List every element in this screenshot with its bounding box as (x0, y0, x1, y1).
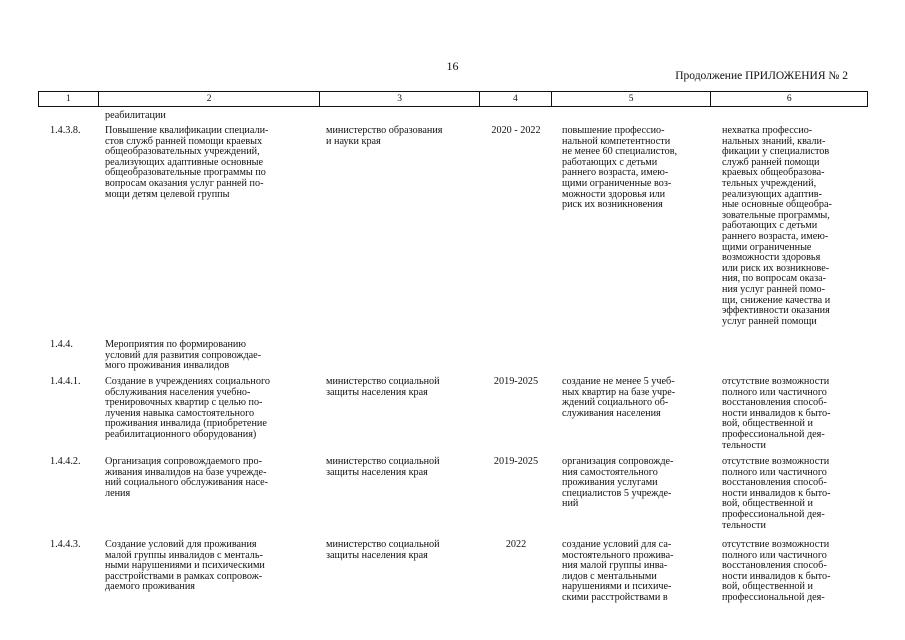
column-header: 4 (480, 92, 552, 106)
consequence-line: краевых общеобразова- (722, 167, 825, 179)
activity-name-line: даемого проживания (105, 581, 195, 593)
consequence-line: полного или частичного (722, 549, 827, 561)
expected-result-line: специалистов 5 учрежде- (562, 487, 672, 499)
consequence-line: услуг ранней помощи (722, 315, 817, 327)
consequence-line: ные основные общеобра- (722, 199, 832, 211)
activity-name-line: расстройствами в рамках сопровож- (105, 570, 263, 582)
consequence-line: нехватка профессио- (722, 125, 813, 136)
consequence-line: реализующих адаптив- (722, 188, 822, 200)
expected-result-line: ных квартир на базе учре- (562, 386, 676, 398)
activity-name-line: ний социального обслуживания насе- (105, 477, 269, 489)
page-number: 16 (446, 59, 459, 73)
expected-result-line: скими расстройствами в (562, 592, 668, 603)
row-number: 1.4.3.8. (50, 125, 81, 136)
expected-result-line: мостоятельного прожива- (562, 549, 674, 561)
activity-name-line: реабилитационного оборудования) (105, 429, 257, 440)
column-header: 2 (99, 92, 320, 106)
consequence-line: нальных знаний, квали- (722, 135, 826, 147)
activity-name-line: общеобразовательных учреждений, (105, 146, 260, 158)
activity-name-line: стов служб ранней помощи краевых (105, 135, 263, 147)
activity-name-line: Создание в учреждениях социального (105, 376, 270, 387)
expected-result-line: повышение профессио- (562, 125, 665, 136)
executor-line: министерство образования (326, 125, 443, 136)
consequence-line: профессиональной дея- (722, 592, 825, 603)
consequence-line: полного или частичного (722, 466, 827, 478)
activity-name-line: обслуживания населения учебно- (105, 386, 251, 398)
activity-name-line: ными нарушениями и психическими (105, 560, 265, 572)
row-number: 1.4.4. (50, 339, 73, 350)
consequence-line: профессиональной дея- (722, 509, 825, 520)
row-number: 1.4.4.3. (50, 539, 81, 550)
expected-result-line: лидов с ментальными (562, 570, 657, 582)
executor-line: министерство социальной (326, 376, 440, 387)
activity-name-line: общеобразовательные программы по (105, 167, 266, 179)
consequence-line: отсутствие возможности (722, 376, 830, 387)
column-header: 3 (320, 92, 480, 106)
consequence-line: отсутствие возможности (722, 456, 830, 467)
expected-result-line: нальной компетентности (562, 135, 671, 147)
table-header (38, 91, 868, 107)
activity-name-line: Организация сопровождаемого про- (105, 456, 262, 467)
column-header: 6 (786, 94, 792, 104)
consequence-line: отсутствие возможности (722, 539, 830, 550)
expected-result-line: не менее 60 специалистов, (562, 146, 678, 158)
expected-result-line: создание условий для са- (562, 539, 672, 550)
row-number: 1.4.4.1. (50, 376, 81, 387)
consequence-line: зовательные программы, (722, 209, 830, 221)
executor-line: министерство социальной (326, 539, 440, 550)
consequence-line: тельных учреждений, (722, 178, 817, 189)
consequence-line: восстановления способ- (722, 477, 827, 489)
activity-name-line: живания инвалидов на базе учрежде- (105, 466, 267, 478)
consequence-line: ния, по вопросам оказа- (722, 273, 827, 285)
activity-name-line: условий для развития сопровождае- (105, 349, 262, 361)
expected-result-line: риск их возникновения (562, 199, 663, 211)
executor-line: и науки края (326, 135, 381, 147)
consequence-line: вой, общественной и (722, 581, 813, 593)
expected-result-line: раннего возраста, имею- (562, 167, 669, 179)
activity-name-line: мощи детям целевой группы (105, 188, 230, 200)
executor-line: защиты населения края (326, 549, 428, 561)
activity-name-line: тренировочных квартир с целью по- (105, 397, 263, 409)
expected-result-line: нарушениями и психиче- (562, 581, 672, 593)
consequence-line: ности инвалидов к быто- (722, 570, 831, 582)
consequence-line: щими ограниченные (722, 241, 812, 253)
consequence-line: служб ранней помощи (722, 156, 820, 168)
executor-line: министерство социальной (326, 456, 440, 467)
consequence-line: фикации у специалистов (722, 146, 830, 158)
continuation-label: Продолжение ПРИЛОЖЕНИЯ № 2 (675, 70, 848, 82)
consequence-line: работающих с детьми (722, 220, 818, 232)
activity-name-line: лучения навыка самостоятельного (105, 407, 255, 419)
carryover-text-line: реабилитации (105, 110, 166, 121)
consequence-line: ности инвалидов к быто- (722, 407, 831, 419)
expected-result-line: работающих с детьми (562, 156, 658, 168)
activity-name-line: Повышение квалификации специали- (105, 125, 269, 136)
consequence-line: ния услуг ранней помо- (722, 284, 825, 295)
expected-result-line: ния малой группы инва- (562, 560, 668, 572)
activity-name-line: вопросам оказания услуг ранней по- (105, 178, 264, 189)
consequence-line: профессиональной дея- (722, 429, 825, 440)
expected-result-line: организация сопровожде- (562, 456, 674, 467)
consequence-line: восстановления способ- (722, 397, 827, 409)
expected-result-line: можности здоровья или (562, 188, 666, 200)
activity-name-line: реализующих адаптивные основные (105, 156, 264, 168)
period: 2022 (505, 539, 527, 550)
period: 2020 - 2022 (491, 125, 541, 136)
period: 2019-2025 (493, 456, 539, 467)
expected-result-line: создание не менее 5 учеб- (562, 376, 675, 387)
expected-result-line: ждений социального об- (562, 397, 669, 409)
consequence-line: восстановления способ- (722, 560, 827, 572)
column-header: 1 (39, 92, 99, 106)
consequence-line: щи, снижение качества и (722, 294, 831, 306)
activity-name-line: проживания инвалида (приобретение (105, 418, 267, 430)
expected-result-line: ний (562, 498, 579, 510)
activity-name-line: ления (105, 487, 131, 499)
consequence-line: или риск их возникнове- (722, 262, 830, 274)
consequence-line: тельности (722, 439, 766, 451)
executor-line: защиты населения края (326, 466, 428, 478)
consequence-line: вой, общественной и (722, 498, 813, 510)
activity-name-line: Создание условий для проживания (105, 539, 257, 550)
expected-result-line: ния самостоятельного (562, 466, 658, 478)
executor-line: защиты населения края (326, 386, 428, 398)
activity-name-line: малой группы инвалидов с менталь- (105, 549, 263, 561)
consequence-line: раннего возраста, имею- (722, 231, 829, 242)
expected-result-line: щими ограниченные воз- (562, 178, 672, 189)
consequence-line: полного или частичного (722, 386, 827, 398)
consequence-line: эффективности оказания (722, 305, 830, 317)
period: 2019-2025 (493, 376, 539, 387)
expected-result-line: служивания населения (562, 407, 661, 419)
consequence-line: возможности здоровья (722, 252, 821, 264)
consequence-line: ности инвалидов к быто- (722, 487, 831, 499)
activity-name-line: Мероприятия по формированию (105, 339, 246, 350)
consequence-line: тельности (722, 519, 766, 531)
activity-name-line: мого проживания инвалидов (105, 360, 230, 372)
row-number: 1.4.4.2. (50, 456, 81, 467)
column-header: 5 (552, 92, 712, 106)
expected-result-line: проживания услугами (562, 477, 658, 489)
consequence-line: вой, общественной и (722, 418, 813, 430)
